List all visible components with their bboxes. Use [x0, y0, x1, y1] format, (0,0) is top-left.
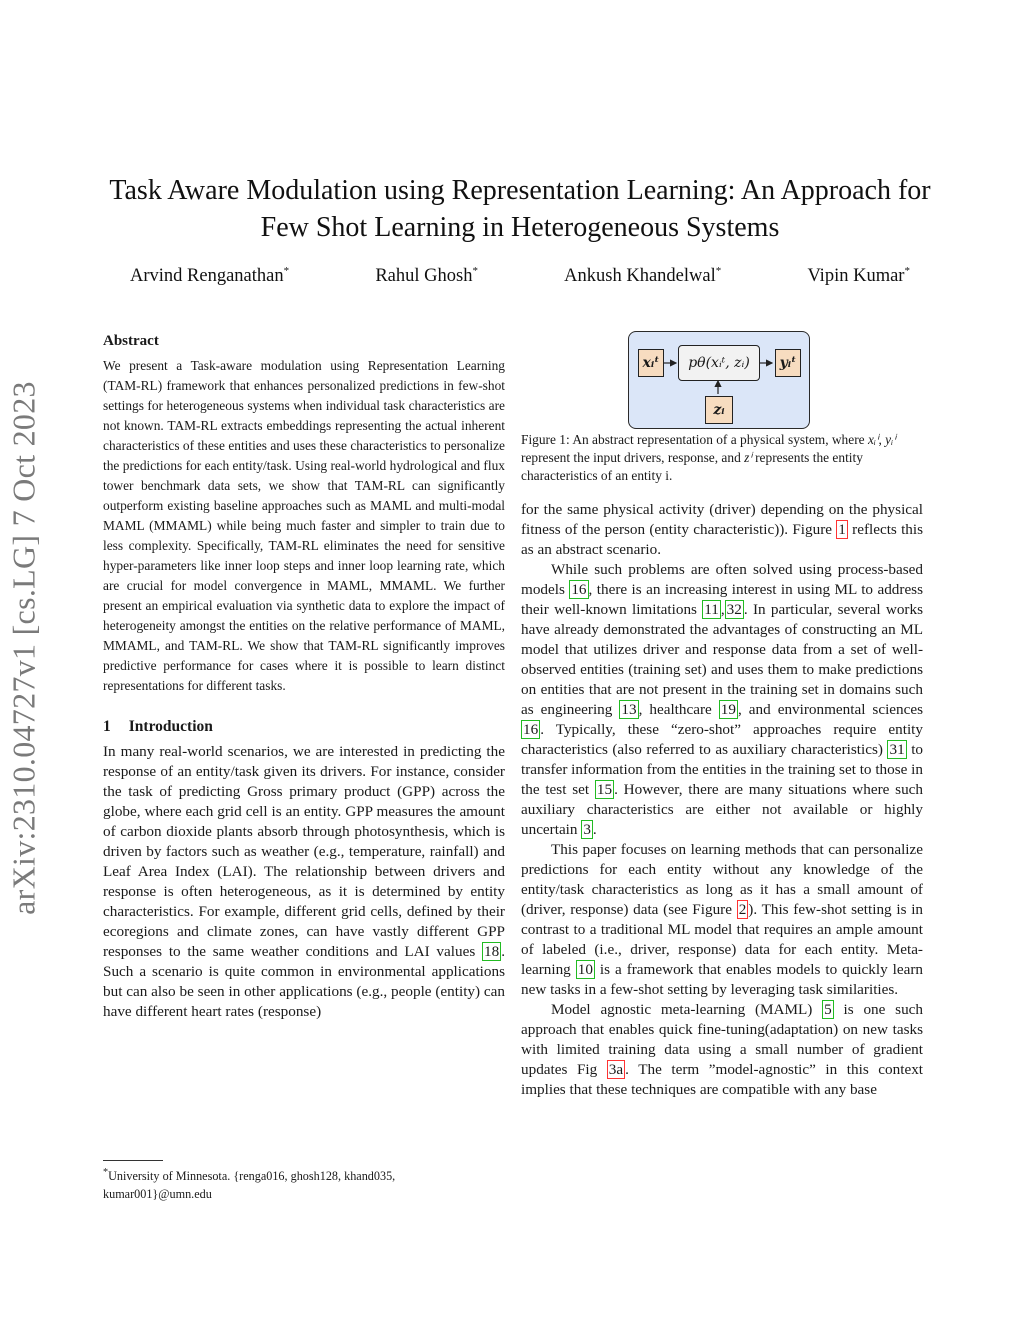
- citation-link[interactable]: 11: [704, 601, 719, 618]
- author-list: [130, 265, 910, 287]
- paper-title: Task Aware Modulation using Representation Learning: An Approach for Few Shot Learning in Heterogeneous Systems: [109, 175, 931, 243]
- citation-link[interactable]: 31: [889, 741, 905, 758]
- author: Rahul Ghosh*: [375, 265, 478, 287]
- intro-paragraph-1-cont: for the same physical activity (driver) depending on the physical fitness of the person (entity characteristic)). Figure 1 reflects this as an abstract scenario.: [521, 501, 924, 558]
- intro-paragraph-3: This paper focuses on learning methods that can personalize predictions for each entity without any knowledge of the entity/task characteristics as long as it has a small amount of (driver, response) data (see Figure 2 ). This few-shot setting is in contrast to a traditional ML model that requires an ample amount of labeled (i.e., driver, response) data for each entity. Meta-learning 10 is a framework that enables models to quickly learn new tasks in a few-shot setting by leveraging task similarities.: [521, 841, 924, 998]
- citation-link[interactable]: 3: [583, 821, 591, 838]
- figure-ref-link[interactable]: 1: [838, 521, 846, 538]
- author: Vipin Kumar*: [807, 265, 910, 287]
- author: Ankush Khandelwal*: [564, 265, 722, 287]
- footnote: *University of Minnesota. {renga016, ghosh128, khand035, kumar001}@umn.edu: [103, 1160, 505, 1203]
- response-box: yᵢᵗ: [775, 349, 801, 377]
- driver-box: xᵢᵗ: [638, 349, 664, 377]
- citation-link[interactable]: 18: [484, 943, 500, 960]
- citation-link[interactable]: 13: [621, 701, 637, 718]
- entity-char-box: zᵢ: [705, 396, 733, 424]
- right-column: [521, 500, 923, 1100]
- intro-paragraph-2: While such problems are often solved using process-based models 16 , there is an increasing interest in using ML to address their well-known limitations 11 , 32 . In particular, several works have already demonstrated the advantages of constructing an ML model that utilizes driver and response data from a set of well-observed entities (training set) and uses them to make predictions on entities that are not present in the training set in domains such as engineering 13 , healthcare 19 , and environmental sciences 16 . Typically, these “zero-shot” approaches require entity characteristics (also referred to as auxiliary characteristics) 31 to transfer information from the entities in the training set to those in the test set 15 . However, there are many situations where such auxiliary characteristics are either not available or highly uncertain 3 .: [521, 561, 924, 838]
- abstract-text: We present a Task-aware modulation using Representation Learning (TAM-RL) framework that enhances personalized predictions in few-shot settings for heterogeneous systems when individual task characteristics are not known. TAM-RL extracts embeddings representing the actual inherent characteristics of these entities and uses these characteristics to personalize the predictions for each entity/task. Using real-world hydrological and flux tower benchmark data sets, we show that TAM-RL can significantly outperform existing baseline approaches such as MAML and multi-modal MAML (MMAML) while being much faster and simpler to train due to less complexity. Specifically, TAM-RL eliminates the need for sensitive hyper-parameters like inner loop steps and inner loop learning rate, which are crucial for model convergence in MAML, MMAML. We further present an empirical evaluation via synthetic data to explore the impact of heterogeneity amongst the entities on the relative performance of MAML, MMAML, and TAM-RL. We show that TAM-RL significantly improves predictive performance for cases where it is possible to learn distinct representations for different tasks.: [103, 358, 505, 693]
- left-column: [103, 333, 505, 1022]
- abstract-heading: Abstract: [103, 333, 159, 349]
- citation-link[interactable]: 15: [596, 781, 613, 798]
- citation-link[interactable]: 16: [523, 721, 539, 738]
- citation-link[interactable]: 19: [720, 701, 736, 718]
- intro-paragraph-4: Model agnostic meta-learning (MAML) 5 is one such approach that enables quick fine-tuning(adaptation) on new tasks with limited training data using a small number of gradient updates Fig 3a . The term ”model-agnostic” in this context implies that these techniques are compatible with any base: [521, 1001, 924, 1098]
- figure-1-caption: Figure 1: An abstract representation of a physical system, where xᵢⁱ, yᵢⁱ represent the input drivers, response, and zⁱ represents the entity characteristics of an entity i.: [521, 432, 896, 483]
- citation-link[interactable]: 32: [726, 601, 742, 618]
- figure-1-diagram: [628, 331, 810, 429]
- citation-link[interactable]: 5: [824, 1001, 832, 1018]
- citation-link[interactable]: 10: [577, 961, 593, 978]
- section-heading: 1 Introduction: [103, 718, 213, 735]
- intro-paragraph-1: In many real-world scenarios, we are interested in predicting the response of an entity/task given its drivers. For instance, consider the task of predicting Gross primary product (GPP) across the globe, where each grid cell is an entity. GPP measures the amount of carbon dioxide plants absorb through photosynthesis, which is driven by factors such as weather (e.g., temperature, rainfall) and Leaf Area Index (LAI). The relationship between drivers and response is often heterogeneous, as it is determined by entity characteristics. For example, different grid cells, defined by their ecoregions and climate zones, can have vastly different GPP responses to the same weather conditions and LAI values 18 . Such a scenario is quite common in environmental applications but can also be seen in other applications (e.g., people (entity) can have different heart rates (response): [103, 743, 505, 1020]
- citation-link[interactable]: 16: [571, 581, 587, 598]
- footnote-rule: [103, 1160, 163, 1161]
- figure-ref-link[interactable]: 2: [738, 901, 747, 918]
- paper-page: arXiv:2310.04727v1 [cs.LG] 7 Oct 2023 Task Aware Modulation using Representation Learning: An Approach for Few Shot Learning in Heterogeneous Systems Arvind Renganathan* Rahul Ghosh* Ankush Khandelwal* Vipin Kumar* Abstract We present a Task-aware modulation using Representation Learning (TAM-RL) framework that enhances personalized predictions in few-shot settings for heterogeneous systems when individual task characteristics are not known. TAM-RL extracts embeddings representing the actual inherent characteristics of these entities and uses these characteristics to personalize the predictions for each entity/task. Using real-world hydrological and flux tower benchmark data sets, we show that TAM-RL can significantly outperform existing baseline approaches such as MAML and multi-modal MAML (MMAML) while being much faster and simpler to train due to less complexity. Specifically, TAM-RL eliminates the need for sensitive hyper-parameters like inner loop steps and inner loop learning rate, which are crucial for model convergence in MAML, MMAML. We further present an empirical evaluation via synthetic data to explore the impact of heterogeneity amongst the entities on the relative performance of MAML, MMAML, and TAM-RL. We show that TAM-RL significantly improves predictive performance for cases where it is possible to learn distinct representations for different tasks. 1 Introduction In many real-world scenarios, we are interested in predicting the response of an entity/task given its drivers. For instance, consider the task of predicting Gross primary product (GPP) across the globe, where each grid cell is an entity. GPP measures the amount of carbon dioxide plants absorb through photosynthesis, which is driven by factors such as weather (e.g., temperature, rainfall) and Leaf Area Index (LAI). The relationship between drivers and response is often heterogeneous, as it is determined by entity characteristics. For example, different grid cells, defined by their ecoregions and climate zones, can have vastly different GPP responses to the same weather conditions and LAI values 18 . Such a scenario is quite common in environmental applications but can also be seen in other applications (e.g., people (entity) can have different heart rates (response) *University of Minnesota. {renga016, ghosh128, khand035, kumar001}@umn.edu xᵢᵗ pθ(xᵢᵗ, zᵢ) yᵢᵗ zᵢ Figure 1: An abstract representation of a physical system, where xᵢⁱ, yᵢⁱ represent the input drivers, response, and zⁱ represents the entity characteristics of an entity i. for the same physical activity (driver) depending on the physical fitness of the person (entity characteristic)). Figure 1 reflects this as an abstract scenario. While such problems are often solved using process-based models 16 , there is an increasing interest in using ML to address their well-known limitations 11 , 32 . In particular, several works have already demonstrated the advantages of constructing an ML model that utilizes driver and response data from a set of well-observed entities (training set) and uses them to make predictions on entities that are not present in the training set in domains such as engineering 13 , healthcare 19 , and environmental sciences 16 . Typically, these “zero-shot” approaches require entity characteristics (also referred to as auxiliary characteristics) 31 to transfer information from the entities in the training set to those in the test set 15 . However, there are many situations where such auxiliary characteristics are either not available or highly uncertain 3 . This paper focuses on learning methods that can personalize predictions for each entity without any knowledge of the entity/task characteristics as long as it has a small amount of (driver, response) data (see Figure 2 ). This few-shot setting is in contrast to a traditional ML model that requires an ample amount of labeled (i.e., driver, response) data for each entity. Meta-learning 10 is a framework that enables models to quickly learn new tasks in a few-shot setting by leveraging task similarities. Model agnostic meta-learning (MAML) 5 is one such approach that enables quick fine-tuning(adaptation) on new tasks with limited training data using a small number of gradient updates Fig 3a . The term ”model-agnostic” in this context implies that these techniques are compatible with any base: [0, 0, 1024, 1325]
- figure-ref-link[interactable]: 3a: [608, 1061, 624, 1078]
- model-function-box: pθ(xᵢᵗ, zᵢ): [678, 345, 760, 381]
- author: Arvind Renganathan*: [130, 265, 290, 287]
